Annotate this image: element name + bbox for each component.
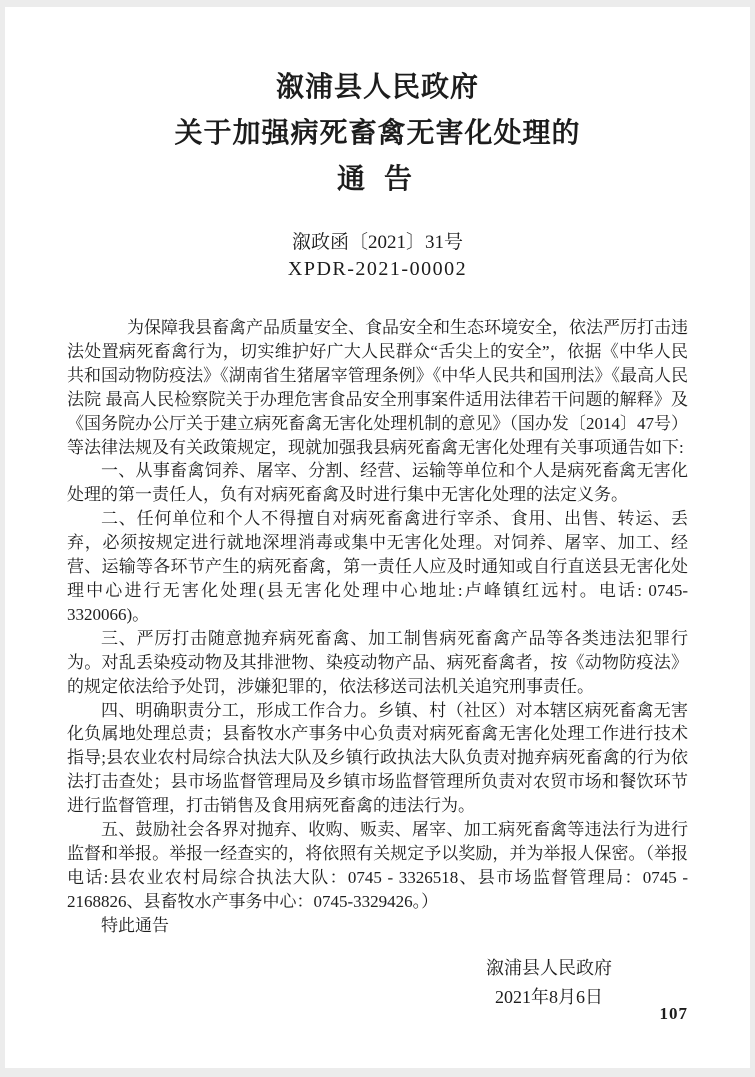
closing-line: 特此通告 (101, 915, 169, 935)
title-subject-line: 关于加强病死畜禽无害化处理的 (174, 118, 581, 149)
paragraph-item-1: 一、从事畜禽饲养、屠宰、分割、经营、运输等单位和个人是病死畜禽无害化处理的第一责任人，负有对病死畜禽及时进行集中无害化处理的法定义务。 (67, 461, 688, 505)
signature-block (67, 954, 688, 1012)
document-number-block (67, 229, 688, 283)
paragraph-item-3: 三、严厉打击随意抛弃病死畜禽、加工制售病死畜禽产品等各类违法犯罪行为。对乱丢染疫动物及其排泄物、染疫动物产品、病死畜禽者，按《动物防疫法》的规定依法给予处罚，涉嫌犯罪的，依法移送司法机关追究刑事责任。 (67, 628, 688, 696)
paragraph-preamble: 为保障我县畜禽产品质量安全、食品安全和生态环境安全，依法严厉打击违法处置病死畜禽行为，切实维护好广大人民群众“舌尖上的安全”，依据《中华人民共和国动物防疫法》《湖南省生猪屠宰管理条例》《中华人民共和国刑法》《最高人民法院 最高人民检察院关于办理危害食品安全刑事案件适用法律若干问题的解释》及《国务院办公厅关于建立病死畜禽无害化处理机制的意见》（国办发〔2014〕47号）等法律法规及有关政策规定，现就加强我县病死畜禽无害化处理有关事项通告如下: (67, 318, 688, 457)
signature-inner (486, 954, 612, 1012)
document-index-code: XPDR-2021-00002 (287, 258, 468, 280)
paragraph-item-2: 二、任何单位和个人不得擅自对病死畜禽进行宰杀、食用、出售、转运、丢弃，必须按规定进行就地深埋消毒或集中无害化处理。对饲养、屠宰、加工、经营、运输等各环节产生的病死畜禽，第一责任人应及时通知或自行直送县无害化处理中心进行无害化处理(县无害化处理中心地址:卢峰镇红远村。电话: 0745-3320066)。 (67, 509, 688, 624)
document-reference-number: 溆政函〔2021〕31号 (291, 232, 463, 253)
title-doc-type-line: 通 告 (336, 164, 418, 195)
paragraph-item-5: 五、鼓励社会各界对抛弃、收购、贩卖、屠宰、加工病死畜禽等违法行为进行监督和举报。举报一经查实的，将依照有关规定予以奖励，并为举报人保密。（举报电话:县农业农村局综合执法大队：0745 - 3326518、县市场监督管理局：0745 - 2168826、县畜牧水产事务中心：0745-3329426。） (67, 820, 688, 911)
document-body (67, 316, 688, 938)
document-page (5, 7, 750, 1068)
signature-issuer: 溆浦县人民政府 (486, 957, 612, 978)
document-content-area (5, 65, 750, 1012)
document-title (67, 65, 688, 203)
signature-date: 2021年8月6日 (495, 986, 603, 1007)
title-issuer-line: 溆浦县人民政府 (275, 72, 479, 103)
page-number: 107 (659, 1004, 688, 1023)
paragraph-item-4: 四、明确职责分工，形成工作合力。乡镇、村（社区）对本辖区病死畜禽无害化负属地处理总责；县畜牧水产事务中心负责对病死畜禽无害化处理工作进行技术指导;县农业农村局综合执法大队及乡镇行政执法大队负责对抛弃病死畜禽的行为依法打击查处；县市场监督管理局及乡镇市场监督管理所负责对农贸市场和餐饮环节进行监督管理，打击销售及食用病死畜禽的违法行为。 (67, 700, 688, 816)
